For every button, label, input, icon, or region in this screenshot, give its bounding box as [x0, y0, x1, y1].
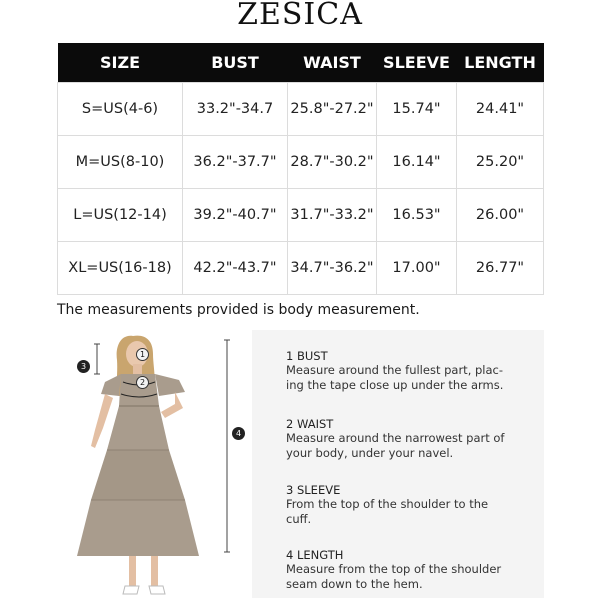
- brand-logo: ZESICA: [237, 0, 363, 32]
- model-figure: [57, 330, 257, 600]
- instruction-sleeve: [286, 483, 526, 526]
- cell-bust: 33.2"-34.7: [183, 83, 288, 136]
- table-row: [58, 189, 544, 242]
- header-sleeve: SLEEVE: [377, 43, 457, 83]
- instruction-line: cuff.: [286, 511, 312, 526]
- instruction-length: [286, 548, 526, 591]
- measurement-note: The measurements provided is body measurement.: [57, 302, 420, 318]
- instruction-title: 1 BUST: [286, 349, 328, 363]
- cell-bust: 36.2"-37.7": [183, 136, 288, 189]
- instruction-line: seam down to the hem.: [286, 576, 423, 591]
- instruction-line: Measure around the fullest part, plac-: [286, 363, 504, 377]
- table-row: [58, 136, 544, 189]
- cell-size: M=US(8-10): [58, 136, 183, 189]
- cell-waist: 31.7"-33.2": [288, 189, 377, 242]
- cell-size: L=US(12-14): [58, 189, 183, 242]
- instruction-line: your body, under your navel.: [286, 445, 454, 460]
- table-row: [58, 83, 544, 136]
- instruction-title: 3 SLEEVE: [286, 483, 341, 497]
- table-header-row: [58, 43, 544, 83]
- header-waist: WAIST: [288, 43, 377, 83]
- cell-waist: 34.7"-36.2": [288, 242, 377, 295]
- length-marker: 4: [232, 427, 245, 440]
- instruction-title: 2 WAIST: [286, 417, 334, 431]
- cell-size: S=US(4-6): [58, 83, 183, 136]
- cell-sleeve: 15.74": [377, 83, 457, 136]
- header-length: LENGTH: [457, 43, 544, 83]
- header-bust: BUST: [183, 43, 288, 83]
- instruction-title: 4 LENGTH: [286, 548, 344, 562]
- cell-bust: 42.2"-43.7": [183, 242, 288, 295]
- cell-size: XL=US(16-18): [58, 242, 183, 295]
- instruction-waist: [286, 417, 526, 460]
- cell-length: 26.77": [457, 242, 544, 295]
- sleeve-marker: 3: [77, 360, 90, 373]
- cell-length: 25.20": [457, 136, 544, 189]
- cell-sleeve: 17.00": [377, 242, 457, 295]
- measurement-instructions-panel: [252, 330, 544, 598]
- cell-waist: 28.7"-30.2": [288, 136, 377, 189]
- instruction-line: Measure from the top of the shoulder: [286, 562, 502, 576]
- header-size: SIZE: [58, 43, 183, 83]
- cell-bust: 39.2"-40.7": [183, 189, 288, 242]
- instruction-line: From the top of the shoulder to the: [286, 497, 489, 511]
- cell-sleeve: 16.14": [377, 136, 457, 189]
- table-row: [58, 242, 544, 295]
- bust-marker: 1: [136, 348, 149, 361]
- cell-length: 26.00": [457, 189, 544, 242]
- instruction-line: Measure around the narrowest part of: [286, 431, 505, 445]
- cell-waist: 25.8"-27.2": [288, 83, 377, 136]
- cell-length: 24.41": [457, 83, 544, 136]
- instruction-line: ing the tape close up under the arms.: [286, 377, 504, 392]
- size-chart-table: [57, 43, 544, 295]
- cell-sleeve: 16.53": [377, 189, 457, 242]
- waist-marker: 2: [136, 376, 149, 389]
- instruction-bust: [286, 349, 526, 392]
